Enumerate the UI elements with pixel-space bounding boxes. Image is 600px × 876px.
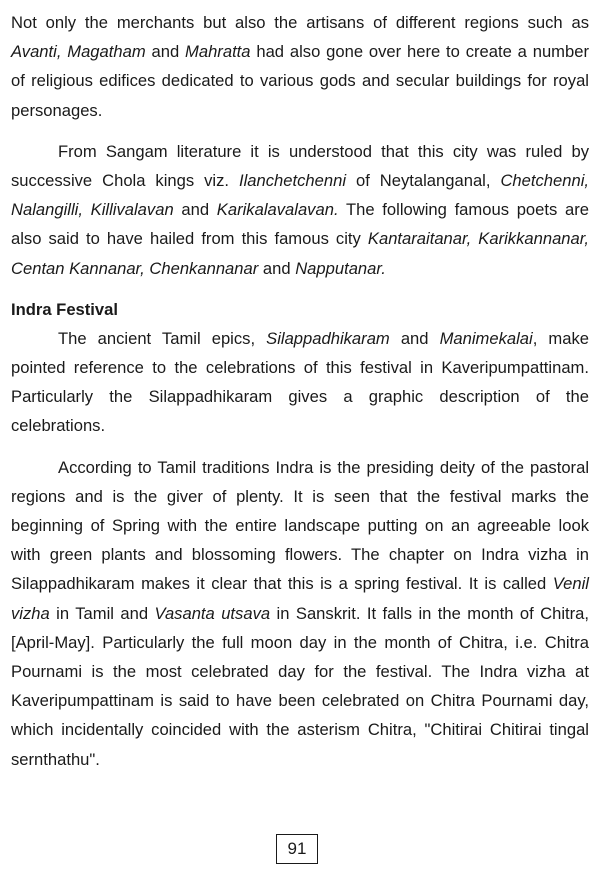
italic-term: Kantaraitanar, Karikkannanar, Centan Kannanar, Chenkannanar: [11, 229, 589, 278]
italic-term: Karikalavalavan.: [216, 200, 339, 220]
paragraph-tamil-traditions: According to Tamil traditions Indra is the presiding deity of the pastoral regions and is the giver of plenty. It is seen that the festival marks the beginning of Spring with the entire landscape putting on an agreeable look with green plants and blossoming flowers. The chapter on Indra vizha in Silappadhikaram makes it clear that this is a spring festival. It is called Venil vizha in Tamil and Vasanta utsava in Sanskrit. It falls in the month of Chitra, [April-May]. Particularly the full moon day in the month of Chitra, i.e. Chitra Pournami is the most celebrated day for the festival. The Indra vizha at Kaveripumpattinam is said to have been celebrated on Chitra Pournami day, which incidentally coincided with the asterism Chitra, "Chitirai Chitirai tingal sernthathu".: [11, 457, 589, 769]
paragraph-gap: [11, 125, 589, 137]
italic-term: Avanti, Magatham: [11, 42, 146, 62]
italic-term: Venil vizha: [11, 574, 589, 623]
section-heading-indra-festival: Indra Festival: [11, 299, 118, 319]
italic-term: Silappadhikaram: [266, 328, 390, 348]
paragraph-gap: [11, 283, 589, 295]
italic-term: Ilanchetchenni: [238, 171, 347, 191]
book-page: [11, 8, 589, 774]
italic-term: Mahratta: [185, 42, 251, 62]
paragraph-merchants-artisans: Not only the merchants but also the artisans of different regions such as Avanti, Magatham and Mahratta had also gone over here to create a number of religious edifices dedicated to various gods and secular buildings for royal personages.: [11, 13, 589, 120]
italic-term: Vasanta utsava: [154, 603, 271, 623]
italic-term: Manimekalai: [439, 328, 533, 348]
italic-term: Chetchenni, Nalangilli, Killivalavan: [11, 171, 589, 220]
paragraph-tamil-epics: The ancient Tamil epics, Silappadhikaram and Manimekalai, make pointed reference to the celebrations of this festival in Kaveripumpattinam. Particularly the Silappadhikaram gives a graphic description of the celebrations.: [11, 328, 589, 436]
paragraph-gap: [11, 441, 589, 453]
page-number: 91: [276, 834, 318, 864]
italic-term: Napputanar.: [295, 258, 386, 278]
paragraph-chola-kings: From Sangam literature it is understood that this city was ruled by successive Chola kings viz. Ilanchetchenni of Neytalanganal, Chetchenni, Nalangilli, Killivalavan and Karikalavalavan. The following famous poets are also said to have hailed from this famous city Kantaraitanar, Karikkannanar, Centan Kannanar, Chenkannanar and Napputanar.: [11, 141, 589, 278]
